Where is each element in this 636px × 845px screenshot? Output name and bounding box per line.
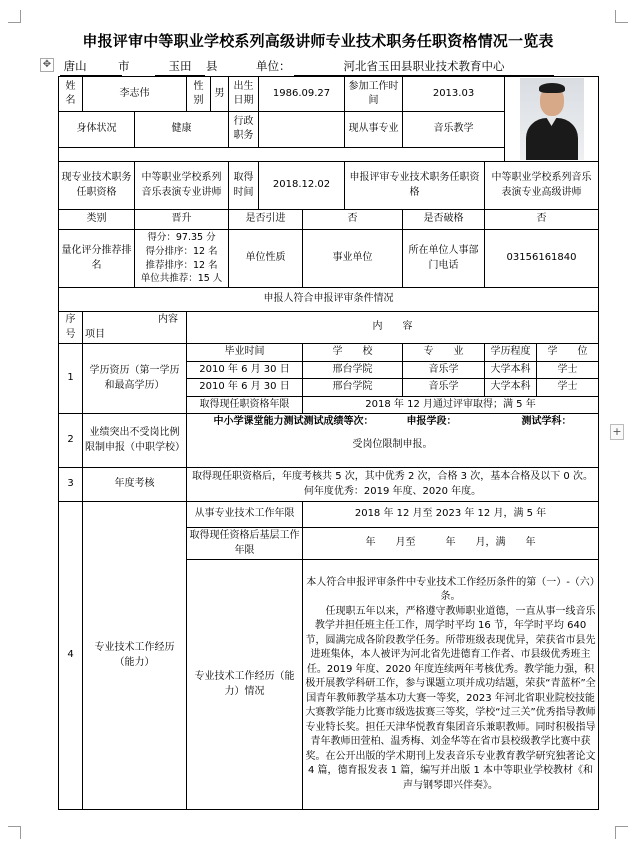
qualification-table — [58, 76, 599, 810]
edu-header-school: 学 校 — [303, 344, 403, 362]
exception-label: 是否破格 — [403, 210, 485, 230]
edu-header-date: 毕业时间 — [187, 344, 303, 362]
score-rank-value: 得分排序：12 名 — [145, 245, 218, 257]
grassroots-value: 年 月至 年 月，满 年 — [303, 528, 599, 560]
edu-header-degree: 学 位 — [537, 344, 599, 362]
name-label: 姓名 — [59, 77, 83, 112]
unit-total-value: 单位共推荐：15 人 — [140, 273, 223, 285]
experience-label: 专业技术工作经历（能力）情况 — [187, 560, 303, 810]
gender-label: 性别 — [187, 77, 211, 112]
tenure-label: 取得现任职资格年限 — [187, 396, 303, 414]
item2-restriction: 受岗位限制申报。 — [352, 438, 433, 450]
category-label: 类别 — [59, 210, 135, 230]
work-years-value: 2018 年 12 月至 2023 年 12 月，满 5 年 — [303, 502, 599, 528]
edu-row-level: 大学本科 — [485, 361, 537, 379]
item4-number: 4 — [59, 502, 83, 810]
edu-row-school: 邢台学院 — [303, 361, 403, 379]
unit-value: 河北省玉田县职业技术教育中心 — [294, 58, 554, 76]
birth-label: 出生日期 — [229, 77, 259, 112]
item2-test-line — [189, 415, 596, 430]
gender-value: 男 — [211, 77, 229, 112]
name-value: 李志伟 — [83, 77, 187, 112]
test-subject-label: 测试学科： — [521, 416, 572, 428]
edu-row-school: 邢台学院 — [303, 379, 403, 397]
exception-value: 否 — [485, 210, 599, 230]
experience-summary: 本人符合申报评审条件中专业技术工作经历条件的第（一）-（六）条。 — [306, 576, 595, 603]
page-corner-mark — [8, 826, 21, 839]
item3-content: 取得现任职资格后，年度考核共 5 次，其中优秀 2 次，合格 3 次，基本合格及以下 0 次。何年度优秀：2019 年度、2020 年度。 — [187, 468, 599, 502]
introduced-label: 是否引进 — [229, 210, 303, 230]
edu-row-degree: 学士 — [537, 361, 599, 379]
unit-nature-label: 单位性质 — [229, 230, 303, 288]
city-suffix: 市 — [118, 59, 130, 73]
edu-header-level: 学历程度 — [485, 344, 537, 362]
edu-row-major: 音乐学 — [403, 379, 485, 397]
item3-number: 3 — [59, 468, 83, 502]
admin-label: 行政职务 — [229, 112, 259, 147]
spacer — [59, 147, 505, 161]
edu-row-level: 大学本科 — [485, 379, 537, 397]
page-corner-mark — [8, 10, 21, 23]
page-corner-mark — [615, 10, 628, 23]
photo-cell — [505, 77, 599, 162]
insert-row-icon[interactable]: + — [610, 424, 624, 440]
section-heading: 申报人符合申报评审条件情况 — [59, 288, 599, 312]
introduced-value: 否 — [303, 210, 403, 230]
county-value: 玉田 — [155, 58, 205, 76]
current-title-value: 中等职业学校系列音乐表演专业讲师 — [135, 162, 229, 210]
score-value: 得分：97.35 分 — [147, 232, 216, 243]
apply-title-label: 申报评审专业技术职务任职资格 — [345, 162, 485, 210]
col-number-header: 序号 — [59, 312, 83, 344]
page-corner-mark — [615, 826, 628, 839]
current-title-label: 现专业技术职务任职资格 — [59, 162, 135, 210]
item2-content — [187, 414, 599, 468]
work-start-label: 参加工作时间 — [345, 77, 403, 112]
county-suffix: 县 — [206, 59, 218, 73]
health-label: 身体状况 — [59, 112, 135, 147]
col-item-header — [83, 312, 187, 344]
birth-value: 1986.09.27 — [259, 77, 345, 112]
item4-label: 专业技术工作经历（能力） — [83, 502, 187, 810]
recommend-rank-value: 推荐排序：12 名 — [145, 259, 218, 271]
major-value: 音乐教学 — [403, 112, 505, 147]
experience-content — [303, 560, 599, 810]
edu-header-major: 专 业 — [403, 344, 485, 362]
item1-label: 学历资历（第一学历和最高学历） — [83, 344, 187, 414]
tenure-value: 2018 年 12 月通过评审取得；满 5 年 — [303, 396, 599, 414]
edu-row-degree: 学士 — [537, 379, 599, 397]
test-grade-label: 中小学课堂能力测试测试成绩等次： — [213, 416, 374, 428]
unit-nature-value: 事业单位 — [303, 230, 403, 288]
item2-number: 2 — [59, 414, 83, 468]
admin-value — [259, 112, 345, 147]
obtain-label: 取得时间 — [229, 162, 259, 210]
apply-title-value: 中等职业学校系列音乐表演专业高级讲师 — [485, 162, 599, 210]
quant-score-block — [135, 230, 229, 288]
unit-label: 单位： — [256, 59, 291, 73]
work-start-value: 2013.03 — [403, 77, 505, 112]
health-value: 健康 — [135, 112, 229, 147]
hr-phone-value: 03156161840 — [485, 230, 599, 288]
city-value: 唐山 — [63, 59, 87, 73]
item3-label: 年度考核 — [83, 468, 187, 502]
col-item-bottom: 项目 — [85, 328, 105, 340]
edu-row-date: 2010 年 6 月 30 日 — [187, 361, 303, 379]
obtain-value: 2018.12.02 — [259, 162, 345, 210]
category-value: 晋升 — [135, 210, 229, 230]
edu-row-date: 2010 年 6 月 30 日 — [187, 379, 303, 397]
item1-number: 1 — [59, 344, 83, 414]
applicant-photo — [520, 78, 584, 160]
table-move-handle-icon[interactable]: ✥ — [40, 58, 54, 72]
document-title: 申报评审中等职业学校系列高级讲师专业技术职务任职资格情况一览表 — [82, 32, 554, 50]
test-stage-label: 申报学段： — [406, 416, 457, 428]
major-label: 现从事专业 — [345, 112, 403, 147]
work-years-label: 从事专业技术工作年限 — [187, 502, 303, 528]
col-content-header: 内 容 — [187, 312, 599, 344]
item2-label: 业绩突出不受岗比例限制申报（中职学校） — [83, 414, 187, 468]
city-field — [60, 58, 122, 76]
col-item-top: 内容 — [158, 314, 178, 326]
experience-detail: 任现职五年以来，严格遵守教师职业道德，一直从事一线音乐教学并担任班主任工作，周学时平均 16 节，年学时平均 640 节，圆满完成各阶段教学任务。所带班级表现优异，荣获省市县先进班集体，本人被评为河北省先进德育工作者、市县级优秀班主任。2019 年度、2020 年度连续两年考核优秀。教学能力强，积极开展教学科研工作，参与课题立项并成功结题，荣获“青蓝杯”全国青年教师教学基本功大赛一等奖，2023 年河北省职业院校技能大赛教学能力比赛市级选拔赛三等奖，学校“过三关”优秀指导教师专业特长奖。担任天津华悦教育集团音乐兼职教师。同时积极指导青年教师田萱柏、温秀梅、刘金华等在省市县校级教学比赛中获奖。在公开出版的学术期刊上发表音乐专业教育教学研究独著论文 4 篇，德育报发表 1 篇，编写并出版 1 本中等职业学校教材《和声与钢琴即兴伴奏》。 — [305, 605, 596, 791]
grassroots-label: 取得现任资格后基层工作年限 — [187, 528, 303, 560]
quant-score-label: 量化评分推荐排名 — [59, 230, 135, 288]
edu-row-major: 音乐学 — [403, 361, 485, 379]
hr-phone-label: 所在单位人事部门电话 — [403, 230, 485, 288]
